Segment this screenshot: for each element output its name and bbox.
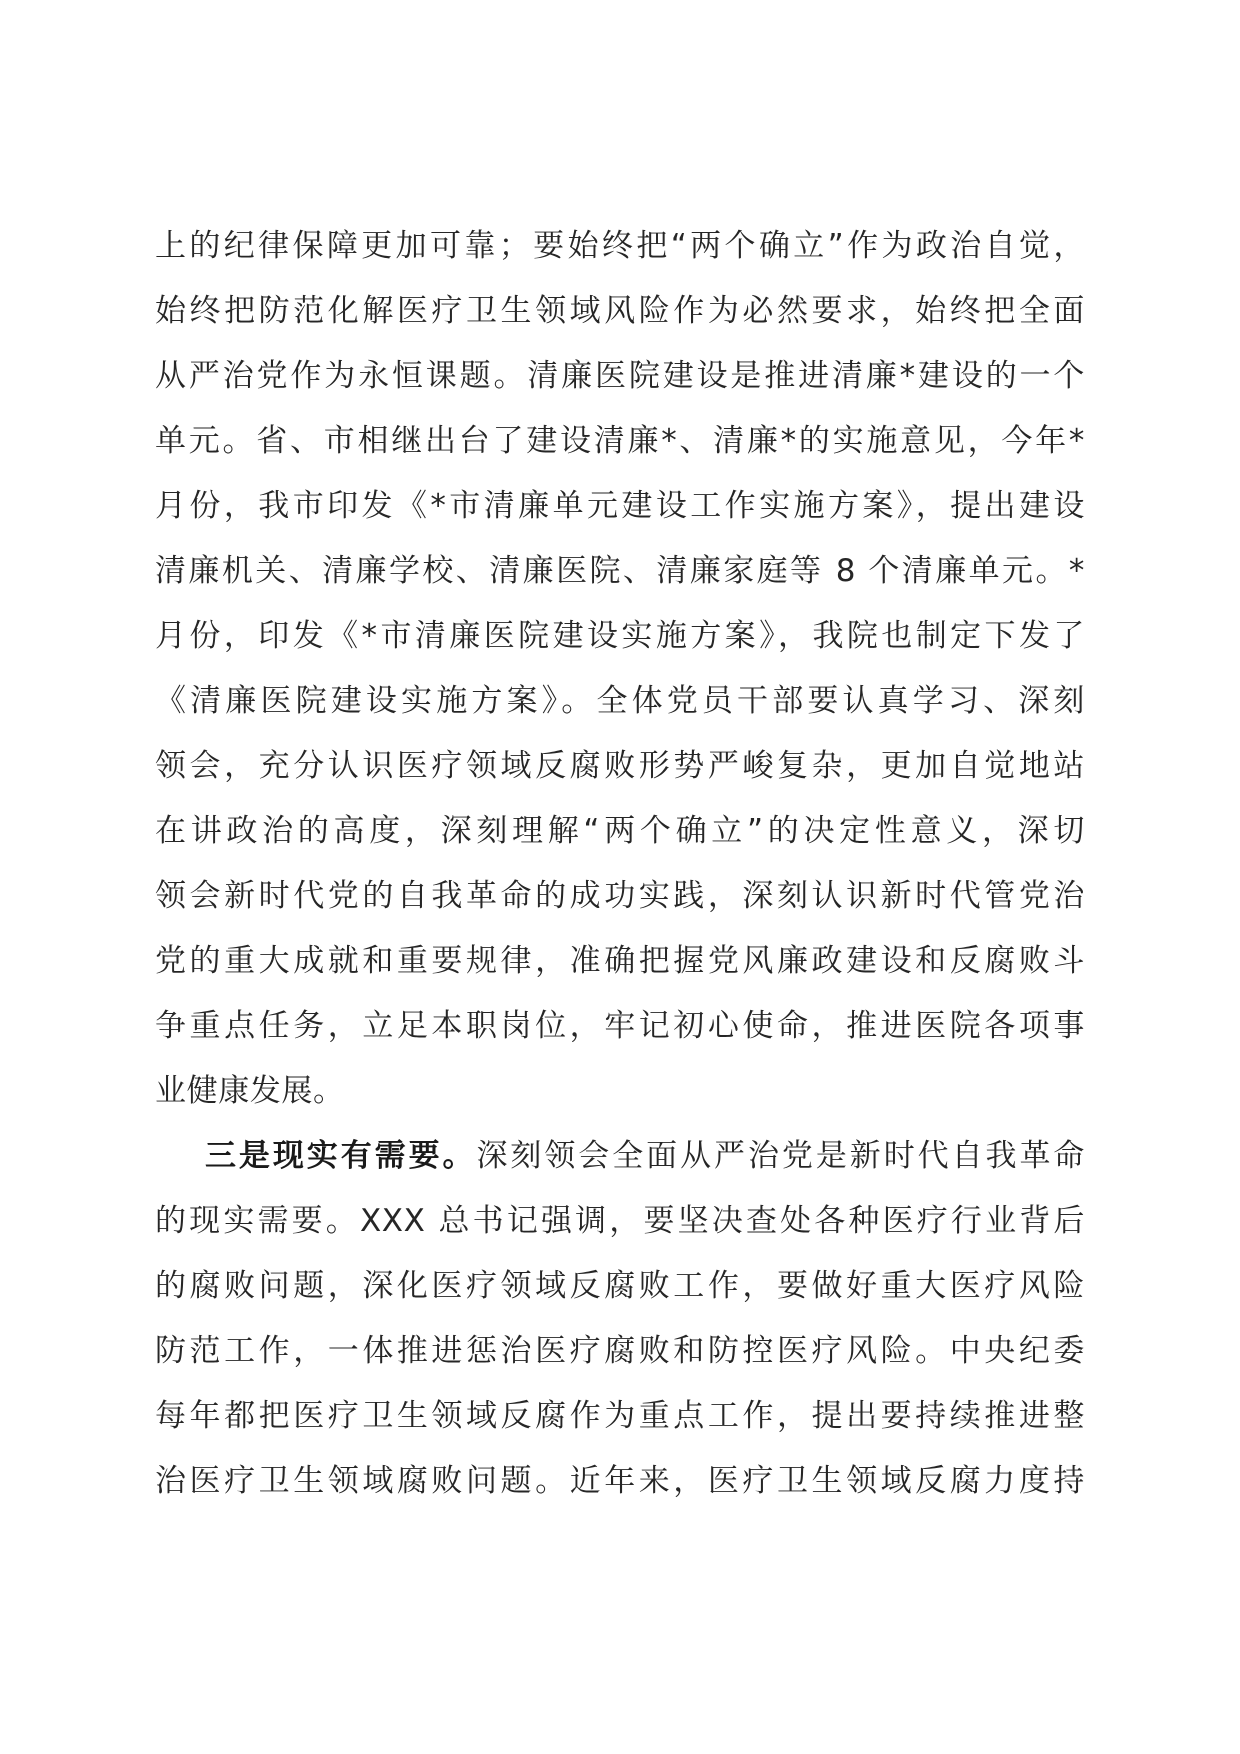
text-line: 每年都把医疗卫生领域反腐作为重点工作，提出要持续推进整 <box>155 1398 1085 1434</box>
text-line: 治医疗卫生领域腐败问题。近年来，医疗卫生领域反腐力度持 <box>155 1463 1085 1499</box>
text-line: 月份，印发《*市清廉医院建设实施方案》，我院也制定下发了 <box>155 618 1085 654</box>
text-line: 的腐败问题，深化医疗领域反腐败工作，要做好重大医疗风险 <box>155 1268 1085 1304</box>
paragraph-1 <box>155 214 1085 1124</box>
text-line: 的现实需要。XXX 总书记强调，要坚决查处各种医疗行业背后 <box>155 1203 1085 1239</box>
text-line: 单元。省、市相继出台了建设清廉*、清廉*的实施意见，今年* <box>155 423 1085 459</box>
text-line: 《清廉医院建设实施方案》。全体党员干部要认真学习、深刻 <box>155 683 1085 719</box>
text-line: 清廉机关、清廉学校、清廉医院、清廉家庭等 8 个清廉单元。* <box>155 553 1085 589</box>
paragraph-2 <box>155 1124 1085 1514</box>
text-run: 深刻领会全面从严治党是新时代自我革命 <box>476 1138 1085 1174</box>
text-line: 领会，充分认识医疗领域反腐败形势严峻复杂，更加自觉地站 <box>155 748 1085 784</box>
text-line: 党的重大成就和重要规律，准确把握党风廉政建设和反腐败斗 <box>155 943 1085 979</box>
text-line: 防范工作，一体推进惩治医疗腐败和防控医疗风险。中央纪委 <box>155 1333 1085 1369</box>
paragraph-heading: 三是现实有需要。 <box>205 1138 477 1174</box>
text-line: 业健康发展。 <box>155 1073 345 1109</box>
text-line: 从严治党作为永恒课题。清廉医院建设是推进清廉*建设的一个 <box>155 358 1085 394</box>
text-line: 争重点任务，立足本职岗位，牢记初心使命，推进医院各项事 <box>155 1008 1085 1044</box>
text-line: 上的纪律保障更加可靠；要始终把“两个确立”作为政治自觉， <box>155 228 1085 264</box>
text-line-first <box>155 1124 1085 1189</box>
text-line: 月份，我市印发《*市清廉单元建设工作实施方案》，提出建设 <box>155 488 1085 524</box>
text-line: 在讲政治的高度，深刻理解“两个确立”的决定性意义，深切 <box>155 813 1085 849</box>
document-body <box>155 214 1085 1514</box>
text-line: 领会新时代党的自我革命的成功实践，深刻认识新时代管党治 <box>155 878 1085 914</box>
text-line: 始终把防范化解医疗卫生领域风险作为必然要求，始终把全面 <box>155 293 1085 329</box>
